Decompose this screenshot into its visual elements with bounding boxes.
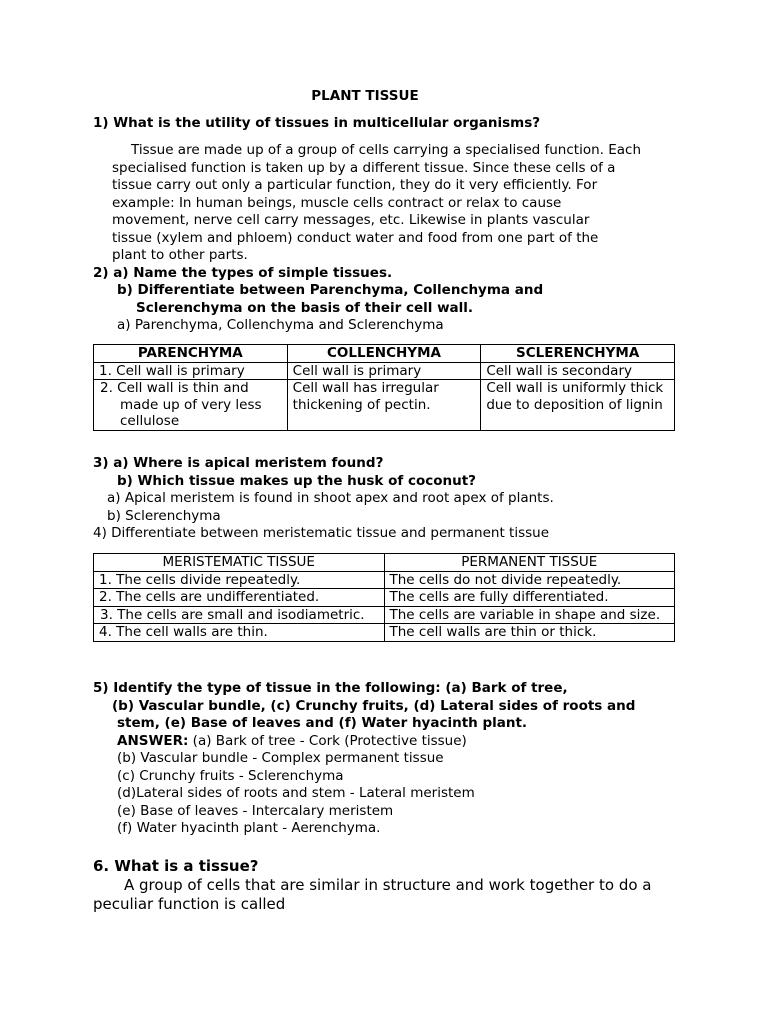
question-2b-cont: Sclerenchyma on the basis of their cell wall. bbox=[136, 299, 474, 316]
table-cell: The cells do not divide repeatedly. bbox=[384, 571, 675, 589]
question-2a: 2) a) Name the types of simple tissues. bbox=[93, 264, 393, 281]
answer-1-line: Tissue are made up of a group of cells carrying a specialised function. Each bbox=[131, 142, 642, 158]
table-cell: 1. The cells divide repeatedly. bbox=[94, 571, 385, 589]
question-3b: b) Which tissue makes up the husk of coconut? bbox=[117, 472, 477, 489]
question-4: 4) Differentiate between meristematic tissue and permanent tissue bbox=[93, 525, 550, 541]
table-header: PARENCHYMA bbox=[94, 345, 288, 363]
table-cell: The cells are variable in shape and size. bbox=[384, 606, 675, 624]
table-header: PERMANENT TISSUE bbox=[384, 554, 675, 572]
table-cell: Cell wall has irregular thickening of pectin. bbox=[287, 380, 481, 431]
table-cell: 2. Cell wall is thin and made up of very less cellulose bbox=[94, 380, 288, 431]
table-header: SCLERENCHYMA bbox=[481, 345, 675, 363]
table-cell: 2. The cells are undifferentiated. bbox=[94, 589, 385, 607]
answer-5a-text: (a) Bark of tree - Cork (Protective tissue) bbox=[188, 732, 467, 749]
question-2b: b) Differentiate between Parenchyma, Collenchyma and bbox=[117, 282, 544, 298]
answer-5-item: (c) Crunchy fruits - Sclerenchyma bbox=[117, 767, 344, 784]
answer-3b: b) Sclerenchyma bbox=[107, 507, 221, 524]
answer-5-item: (d)Lateral sides of roots and stem - Lateral meristem bbox=[117, 785, 475, 801]
table-header: MERISTEMATIC TISSUE bbox=[94, 554, 385, 572]
table-row bbox=[94, 362, 675, 380]
answer-5-item: (b) Vascular bundle - Complex permanent tissue bbox=[117, 750, 444, 766]
table-row bbox=[94, 380, 675, 431]
answer-6-line: peculiar function is called bbox=[93, 895, 286, 913]
tissue-comparison-table bbox=[93, 553, 675, 642]
table-cell: The cell walls are thin or thick. bbox=[384, 624, 675, 642]
question-5: 5) Identify the type of tissue in the following: (a) Bark of tree, bbox=[93, 680, 568, 696]
question-3a: 3) a) Where is apical meristem found? bbox=[93, 455, 384, 471]
answer-6-line: A group of cells that are similar in structure and work together to do a bbox=[124, 876, 652, 894]
cell-wall-table bbox=[93, 344, 675, 431]
question-5-cont: (b) Vascular bundle, (c) Crunchy fruits, (d) Lateral sides of roots and bbox=[112, 697, 636, 714]
table-cell: Cell wall is primary bbox=[287, 362, 481, 380]
page-title: PLANT TISSUE bbox=[311, 88, 419, 104]
answer-label: ANSWER: bbox=[117, 732, 189, 749]
answer-5-item: (f) Water hyacinth plant - Aerenchyma. bbox=[117, 820, 381, 836]
answer-3a: a) Apical meristem is found in shoot apex and root apex of plants. bbox=[107, 490, 554, 506]
answer-2a: a) Parenchyma, Collenchyma and Sclerenchyma bbox=[117, 317, 444, 333]
table-row bbox=[94, 624, 675, 642]
table-cell: 4. The cell walls are thin. bbox=[94, 624, 385, 642]
table-cell: 3. The cells are small and isodiametric. bbox=[94, 606, 385, 624]
table-cell: Cell wall is uniformly thick due to deposition of lignin bbox=[481, 380, 675, 431]
table-header: COLLENCHYMA bbox=[287, 345, 481, 363]
table-header-row bbox=[94, 345, 675, 363]
table-cell: 1. Cell wall is primary bbox=[94, 362, 288, 380]
table-cell: Cell wall is secondary bbox=[481, 362, 675, 380]
table-header-row bbox=[94, 554, 675, 572]
answer-1-line: plant to other parts. bbox=[112, 247, 248, 263]
table-row bbox=[94, 606, 675, 624]
answer-1-line: tissue (xylem and phloem) conduct water and food from one part of the bbox=[112, 229, 599, 246]
question-5-cont: stem, (e) Base of leaves and (f) Water hyacinth plant. bbox=[117, 715, 528, 731]
table-row bbox=[94, 571, 675, 589]
answer-5a bbox=[117, 733, 467, 749]
answer-1-line: tissue carry out only a particular function, they do it very efficiently. For bbox=[112, 177, 598, 193]
table-row bbox=[94, 589, 675, 607]
answer-1-line: movement, nerve cell carry messages, etc. Likewise in plants vascular bbox=[112, 212, 590, 228]
answer-1-line: specialised function is taken up by a different tissue. Since these cells of a bbox=[112, 159, 616, 176]
answer-1-line: example: In human beings, muscle cells contract or relax to cause bbox=[112, 194, 562, 211]
answer-5-item: (e) Base of leaves - Intercalary meristem bbox=[117, 802, 394, 819]
question-6: 6. What is a tissue? bbox=[93, 857, 259, 875]
question-1: 1) What is the utility of tissues in multicellular organisms? bbox=[93, 115, 541, 131]
table-cell: The cells are fully differentiated. bbox=[384, 589, 675, 607]
